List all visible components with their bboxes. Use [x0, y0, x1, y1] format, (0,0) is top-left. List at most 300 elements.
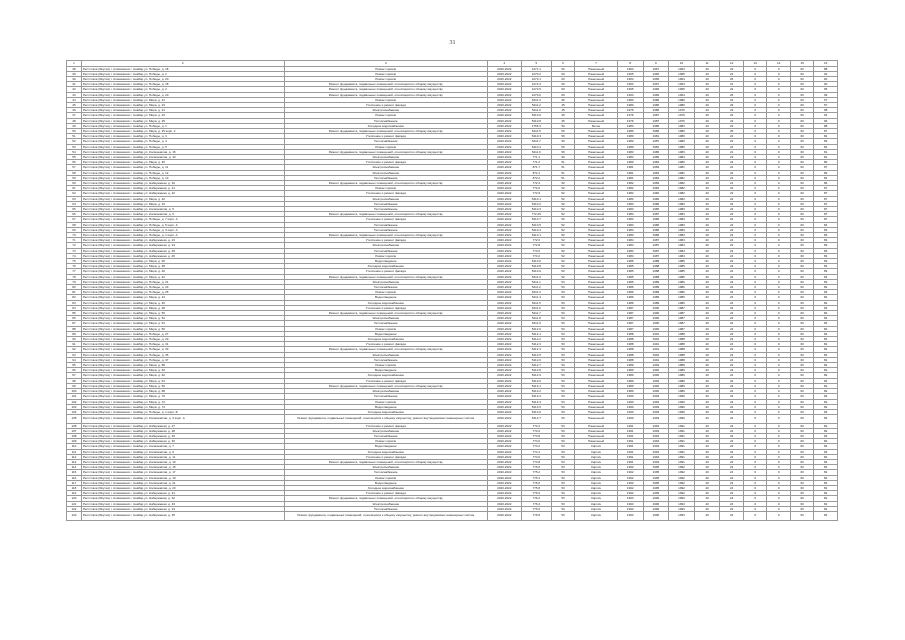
table-cell: 0	[743, 82, 766, 87]
table-cell: 1976	[669, 118, 695, 123]
table-cell: 5412.8	[521, 368, 551, 373]
table-cell: 1993	[669, 501, 695, 506]
table-cell: 1990	[669, 394, 695, 399]
table-cell: 0	[767, 465, 790, 470]
table-cell: 2020-2022	[487, 363, 521, 368]
table-cell: 21	[720, 82, 743, 87]
table-cell: 87	[814, 196, 838, 201]
table-cell: 1987	[643, 139, 669, 144]
table-cell: 24	[720, 378, 743, 383]
table-cell: 1984	[643, 186, 669, 191]
table-cell: Ремонт кровли	[284, 97, 487, 102]
table-cell: Ремонт кровли	[284, 363, 487, 368]
table-cell: 60	[790, 118, 813, 123]
table-cell: Респ Саха (Якутия) г. Алмазнинск г. Анабар ул. Победы, д. 5 корп. А	[81, 222, 284, 227]
table-cell: 117	[67, 480, 82, 485]
table-cell: 0	[743, 102, 766, 107]
table-cell: 40	[694, 160, 720, 165]
table-cell: 83	[814, 139, 838, 144]
table-cell: 41	[67, 82, 82, 87]
table-cell: 0	[743, 342, 766, 347]
table-cell: Панельный	[575, 186, 618, 191]
table-cell: 2020-2022	[487, 222, 521, 227]
table-cell: 2020-2022	[487, 305, 521, 310]
table-cell: Холодное водоснабжение	[284, 123, 487, 128]
table-cell: 82	[814, 454, 838, 459]
table-cell: 2020-2022	[487, 409, 521, 414]
table-cell: Теплоснабжение	[284, 506, 487, 511]
table-cell: 51	[551, 160, 574, 165]
table-cell: 1990	[643, 311, 669, 316]
table-cell: 2020-2022	[487, 439, 521, 444]
table-cell: 0	[743, 108, 766, 113]
table-cell: 1990	[669, 409, 695, 414]
table-cell: 1991	[669, 428, 695, 433]
table-cell: 0	[767, 415, 790, 424]
table-cell: 60	[790, 512, 813, 521]
table-cell: 1989	[643, 300, 669, 305]
table-cell: 0	[743, 496, 766, 501]
table-cell: 0	[767, 259, 790, 264]
table-cell: 5411.4	[521, 295, 551, 300]
table-cell: 0	[767, 290, 790, 295]
table-cell: Электроснабжение	[284, 154, 487, 159]
table-cell: 51	[551, 175, 574, 180]
table-cell: 2020-2022	[487, 128, 521, 133]
table-cell: 82	[814, 428, 838, 433]
table-cell: 2020-2022	[487, 423, 521, 428]
table-cell: 0	[743, 175, 766, 180]
table-cell: 775.6	[521, 480, 551, 485]
table-cell: 771.1	[521, 154, 551, 159]
table-cell: 1988	[617, 347, 643, 352]
table-cell: 1271.1	[521, 66, 551, 71]
table-cell: Респ Саха (Якутия) г. Алмазнинск г. Анабар ул. Мира, д. 66	[81, 383, 284, 388]
table-cell: 82	[814, 423, 838, 428]
table-cell: Утепление и ремонт фасада	[284, 217, 487, 222]
table-cell: Респ Саха (Якутия) г. Алмазнинск г. Анабар ул. Победы, д. 1 корп. А	[81, 233, 284, 238]
table-cell: 1965	[669, 71, 695, 76]
table-cell: 48	[67, 118, 82, 123]
table-cell: 40	[694, 279, 720, 284]
table-cell: 2020-2022	[487, 368, 521, 373]
table-cell: 116	[67, 475, 82, 480]
table-cell: Ремонт кровли	[284, 439, 487, 444]
table-cell: 1988	[669, 357, 695, 362]
table-cell: 1986	[643, 227, 669, 232]
table-cell: 1989	[617, 378, 643, 383]
table-cell: 1989	[617, 368, 643, 373]
table-cell: 53	[551, 279, 574, 284]
data-table	[66, 60, 838, 521]
table-cell: Кирпич	[575, 470, 618, 475]
table-cell: Теплоснабжение	[284, 175, 487, 180]
table-cell: Кирпич	[575, 465, 618, 470]
table-cell: 1986	[669, 279, 695, 284]
table-cell: 40	[694, 149, 720, 154]
table-cell: Респ Саха (Якутия) г. Алмазнинск г. Анабар ул. Победы, д. 37	[81, 357, 284, 362]
table-cell: 60	[790, 290, 813, 295]
table-cell: 53	[551, 383, 574, 388]
table-cell: 82	[814, 480, 838, 485]
table-cell: 53	[67, 144, 82, 149]
table-cell: 0	[743, 316, 766, 321]
table-cell: 43	[67, 92, 82, 97]
table-cell: 74	[67, 253, 82, 258]
table-cell: 871.7	[521, 165, 551, 170]
table-cell: 0	[767, 321, 790, 326]
table-cell: 0	[767, 222, 790, 227]
table-cell: 2020-2022	[487, 290, 521, 295]
table-cell: 63	[67, 196, 82, 201]
table-cell: 60	[790, 113, 813, 118]
table-cell: 0	[767, 480, 790, 485]
table-cell: 82	[814, 399, 838, 404]
table-cell: 5410.7	[521, 217, 551, 222]
table-cell: 84	[67, 305, 82, 310]
table-cell: 1988	[643, 269, 669, 274]
table-cell: 39	[67, 71, 82, 76]
table-cell: 66	[67, 212, 82, 217]
table-cell: 87	[814, 201, 838, 206]
table-cell: 24	[720, 512, 743, 521]
table-cell: Кирпич	[575, 486, 618, 491]
table-cell: 60	[790, 449, 813, 454]
table-cell: 1987	[617, 321, 643, 326]
table-cell: 2020-2022	[487, 264, 521, 269]
table-cell: 123	[67, 512, 82, 521]
table-cell: 2020-2022	[487, 201, 521, 206]
table-cell: 60	[790, 191, 813, 196]
table-cell: 60	[790, 337, 813, 342]
table-cell: 82	[814, 434, 838, 439]
table-cell: 0	[767, 160, 790, 165]
table-cell: Респ Саха (Якутия) г. Алмазнинск г. Анабар ул. Мира, д. 40	[81, 269, 284, 274]
table-cell: 772.25	[521, 212, 551, 217]
table-cell: Панельный	[575, 311, 618, 316]
table-cell: 0	[743, 404, 766, 409]
table-cell: Панельный	[575, 428, 618, 433]
table-cell: 0	[743, 201, 766, 206]
table-cell: 53	[551, 460, 574, 465]
table-cell: 2020-2022	[487, 170, 521, 175]
table-cell: 5410.4	[521, 144, 551, 149]
table-cell: 1990	[643, 305, 669, 310]
table-cell: 1995	[643, 491, 669, 496]
table-cell: 0	[743, 300, 766, 305]
table-cell: Теплоснабжение	[284, 357, 487, 362]
table-cell: 1991	[669, 460, 695, 465]
table-cell: 0	[743, 439, 766, 444]
table-cell: Холодное водоснабжение	[284, 337, 487, 342]
table-cell: 53	[551, 331, 574, 336]
table-cell: Респ Саха (Якутия) г. Алмазнинск г. Анабар ул. Мира, д. 60	[81, 368, 284, 373]
table-cell: 5413.4	[521, 399, 551, 404]
table-cell: 60	[790, 196, 813, 201]
table-cell: Респ Саха (Якутия) г. Алмазнинск г. Анабар ул. Набережная, д. 27	[81, 423, 284, 428]
table-cell: Респ Саха (Якутия) г. Алмазнинск г. Анабар ул. Победы, д. 2	[81, 87, 284, 92]
table-cell: 0	[767, 71, 790, 76]
table-cell: 40	[694, 175, 720, 180]
table-cell: 40	[694, 399, 720, 404]
table-cell: Респ Саха (Якутия) г. Алмазнинск г. Анабар ул. Космонавтов, д. 13	[81, 460, 284, 465]
table-cell: 1992	[669, 486, 695, 491]
table-cell: 1984	[669, 253, 695, 258]
table-cell: 82	[814, 383, 838, 388]
table-cell: 2020-2022	[487, 92, 521, 97]
table-cell: 2020-2022	[487, 347, 521, 352]
table-cell: Респ Саха (Якутия) г. Алмазнинск г. Анабар ул. Мира, д. 23	[81, 113, 284, 118]
table-cell: 68	[67, 222, 82, 227]
table-cell: 0	[743, 394, 766, 399]
table-cell: Респ Саха (Якутия) г. Алмазнинск г. Анабар ул. Победы, д. 35	[81, 352, 284, 357]
table-cell: Респ Саха (Якутия) г. Алмазнинск г. Анабар ул. Космонавтов, д. 5	[81, 206, 284, 211]
table-cell: Респ Саха (Якутия) г. Алмазнинск г. Анабар ул. Набережная, д. 20	[81, 180, 284, 185]
table-cell: 24	[720, 201, 743, 206]
table-cell: 0	[743, 113, 766, 118]
table-cell: 60	[790, 428, 813, 433]
table-cell: 1991	[617, 460, 643, 465]
column-header: 14	[767, 61, 790, 67]
table-cell: 5410.9	[521, 113, 551, 118]
table-cell: 97	[67, 373, 82, 378]
table-cell: 82	[814, 409, 838, 414]
table-cell: 82	[814, 285, 838, 290]
table-cell: 24	[720, 439, 743, 444]
table-cell: 71	[67, 238, 82, 243]
table-cell: Ремонт фундамента, подвальных помещений, относящихся к общему имуществу, ремонт внутридомовых инженерных систем	[284, 512, 487, 521]
table-cell: 60	[790, 465, 813, 470]
table-cell: 1993	[643, 404, 669, 409]
table-cell: 1985	[617, 274, 643, 279]
table-cell: 1993	[669, 496, 695, 501]
table-cell: Панельный	[575, 118, 618, 123]
table-cell: 62	[67, 191, 82, 196]
table-cell: 1991	[643, 331, 669, 336]
table-cell: 53	[551, 415, 574, 424]
table-cell: 56	[67, 160, 82, 165]
table-cell: 2020-2022	[487, 274, 521, 279]
table-cell: Панельный	[575, 368, 618, 373]
table-cell: Панельный	[575, 399, 618, 404]
table-cell: 50	[551, 139, 574, 144]
table-cell: 1976	[669, 108, 695, 113]
table-cell: 24	[720, 321, 743, 326]
table-cell: 40	[694, 337, 720, 342]
table-cell: Респ Саха (Якутия) г. Алмазнинск г. Анабар ул. Космонавтов, д. 19	[81, 475, 284, 480]
table-cell: Панельный	[575, 222, 618, 227]
table-cell: Панельный	[575, 92, 618, 97]
table-cell: 52	[551, 248, 574, 253]
table-cell: 1992	[617, 486, 643, 491]
table-cell: 0	[743, 196, 766, 201]
table-cell: 40	[694, 409, 720, 414]
table-cell: 1986	[643, 128, 669, 133]
table-cell: Респ Саха (Якутия) г. Алмазнинск г. Анабар ул. Победы, д. 3	[81, 134, 284, 139]
table-cell: 2020-2022	[487, 383, 521, 388]
table-cell: 0	[767, 399, 790, 404]
table-cell: 1993	[643, 409, 669, 414]
table-cell: 23	[720, 108, 743, 113]
table-cell: 40	[694, 331, 720, 336]
table-cell: 776.4	[521, 501, 551, 506]
table-cell: 82	[814, 444, 838, 449]
table-cell: 1986	[669, 300, 695, 305]
table-cell: 1965	[617, 87, 643, 92]
table-cell: 2020-2022	[487, 196, 521, 201]
table-cell: 0	[743, 321, 766, 326]
table-cell: 24	[720, 248, 743, 253]
table-cell: 82	[814, 363, 838, 368]
table-cell: 40	[694, 191, 720, 196]
table-cell: 83	[814, 248, 838, 253]
table-cell: 775.8	[521, 486, 551, 491]
table-cell: 1988	[669, 342, 695, 347]
table-cell: 0	[743, 363, 766, 368]
table-cell: 60	[790, 331, 813, 336]
table-cell: 5412.5	[521, 352, 551, 357]
table-cell: 40	[694, 76, 720, 81]
table-cell: 89	[67, 331, 82, 336]
table-cell: 1992	[643, 373, 669, 378]
table-cell: 1976	[617, 113, 643, 118]
table-cell: Панельный	[575, 264, 618, 269]
table-cell: 52	[551, 269, 574, 274]
table-cell: 60	[790, 253, 813, 258]
table-cell: 5412.0	[521, 326, 551, 331]
table-cell: 0	[767, 233, 790, 238]
table-cell: Респ Саха (Якутия) г. Алмазнинск г. Анабар ул. Набережная, д. 35	[81, 512, 284, 521]
table-cell: 0	[743, 460, 766, 465]
table-cell: 0	[767, 506, 790, 511]
table-cell: 5413.5	[521, 404, 551, 409]
table-cell: 1990	[643, 326, 669, 331]
table-cell: 60	[790, 170, 813, 175]
table-cell: Холодное водоснабжение	[284, 264, 487, 269]
table-cell: 0	[767, 82, 790, 87]
table-cell: 2020-2022	[487, 217, 521, 222]
table-cell: 22	[720, 113, 743, 118]
table-cell: 53	[551, 394, 574, 399]
table-cell: 60	[790, 222, 813, 227]
table-cell: 53	[551, 373, 574, 378]
table-cell: 53	[551, 496, 574, 501]
table-cell: 60	[790, 149, 813, 154]
table-cell: 1980	[669, 128, 695, 133]
table-cell: Панельный	[575, 82, 618, 87]
column-header: 11	[694, 61, 720, 67]
table-cell: 1983	[617, 227, 643, 232]
table-cell: 24	[720, 337, 743, 342]
table-cell: 51	[551, 165, 574, 170]
table-cell: 1991	[617, 449, 643, 454]
table-cell: 0	[743, 66, 766, 71]
table-cell: 24	[720, 139, 743, 144]
table-cell: 1986	[643, 201, 669, 206]
table-cell: 0	[767, 238, 790, 243]
table-cell: 82	[814, 378, 838, 383]
table-cell: 1990	[617, 394, 643, 399]
table-cell: Панельный	[575, 415, 618, 424]
table-cell: 60	[790, 326, 813, 331]
table-cell: 82	[814, 331, 838, 336]
table-cell: 1964	[669, 82, 695, 87]
table-cell: 53	[551, 389, 574, 394]
table-cell: 50	[551, 144, 574, 149]
table-cell: 1989	[643, 279, 669, 284]
table-cell: 114	[67, 465, 82, 470]
column-header: 8	[617, 61, 643, 67]
table-cell: 40	[694, 253, 720, 258]
table-cell: 0	[743, 305, 766, 310]
table-cell: Респ Саха (Якутия) г. Алмазнинск г. Анабар ул. Мира, д. 56	[81, 326, 284, 331]
table-cell: Респ Саха (Якутия) г. Алмазнинск г. Анабар ул. Космонавтов, д. 6	[81, 212, 284, 217]
table-cell: 2020-2022	[487, 331, 521, 336]
table-cell: Ремонт фундамента, подвальных помещений, относящихся к общему имуществу	[284, 460, 487, 465]
table-cell: 2020-2022	[487, 321, 521, 326]
table-cell: 2020-2022	[487, 300, 521, 305]
table-cell: 0	[743, 233, 766, 238]
table-cell: 1964	[669, 76, 695, 81]
table-cell: 60	[790, 175, 813, 180]
table-cell: 60	[790, 496, 813, 501]
table-cell: 2020-2022	[487, 186, 521, 191]
table-cell: 120	[67, 496, 82, 501]
column-header: 2	[81, 61, 284, 67]
table-cell: Панельный	[575, 165, 618, 170]
table-cell: 40	[694, 290, 720, 295]
table-cell: Кирпич	[575, 496, 618, 501]
table-cell: Ремонт кровли	[284, 290, 487, 295]
table-cell: 1988	[669, 347, 695, 352]
table-cell: 0	[767, 248, 790, 253]
table-cell: 1984	[643, 175, 669, 180]
table-cell: 5410.1	[521, 196, 551, 201]
table-cell: 40	[694, 465, 720, 470]
table-cell: Водоотведение	[284, 331, 487, 336]
table-cell: 109	[67, 439, 82, 444]
table-cell: 1993	[617, 501, 643, 506]
table-cell: 0	[743, 170, 766, 175]
table-cell: 40	[694, 233, 720, 238]
table-cell: 60	[790, 248, 813, 253]
table-cell: 40	[694, 82, 720, 87]
table-cell: Электроснабжение	[284, 428, 487, 433]
table-cell: 95	[814, 87, 838, 92]
table-cell: Панельный	[575, 149, 618, 154]
table-cell: 1981	[643, 134, 669, 139]
table-cell: 102	[67, 399, 82, 404]
table-cell: 59	[67, 175, 82, 180]
table-cell: 0	[767, 66, 790, 71]
table-cell: Утепление и ремонт фасада	[284, 102, 487, 107]
column-header: 5	[521, 61, 551, 67]
table-cell: 24	[720, 311, 743, 316]
table-cell: 95	[67, 363, 82, 368]
table-cell: 119	[67, 491, 82, 496]
table-cell: Респ Саха (Якутия) г. Алмазнинск г. Анабар ул. Набережная, д. 28	[81, 428, 284, 433]
table-cell: 0	[767, 409, 790, 414]
table-cell: 0	[743, 238, 766, 243]
table-cell: Утепление и ремонт фасада	[284, 342, 487, 347]
table-cell: 1994	[643, 444, 669, 449]
table-cell: Респ Саха (Якутия) г. Алмазнинск г. Анабар ул. Мира, д. 25 корп. 2	[81, 128, 284, 133]
table-cell: 1989	[643, 285, 669, 290]
table-cell: 2020-2022	[487, 253, 521, 258]
table-cell: 0	[743, 206, 766, 211]
table-cell: 2020-2022	[487, 82, 521, 87]
table-cell: 60	[790, 66, 813, 71]
